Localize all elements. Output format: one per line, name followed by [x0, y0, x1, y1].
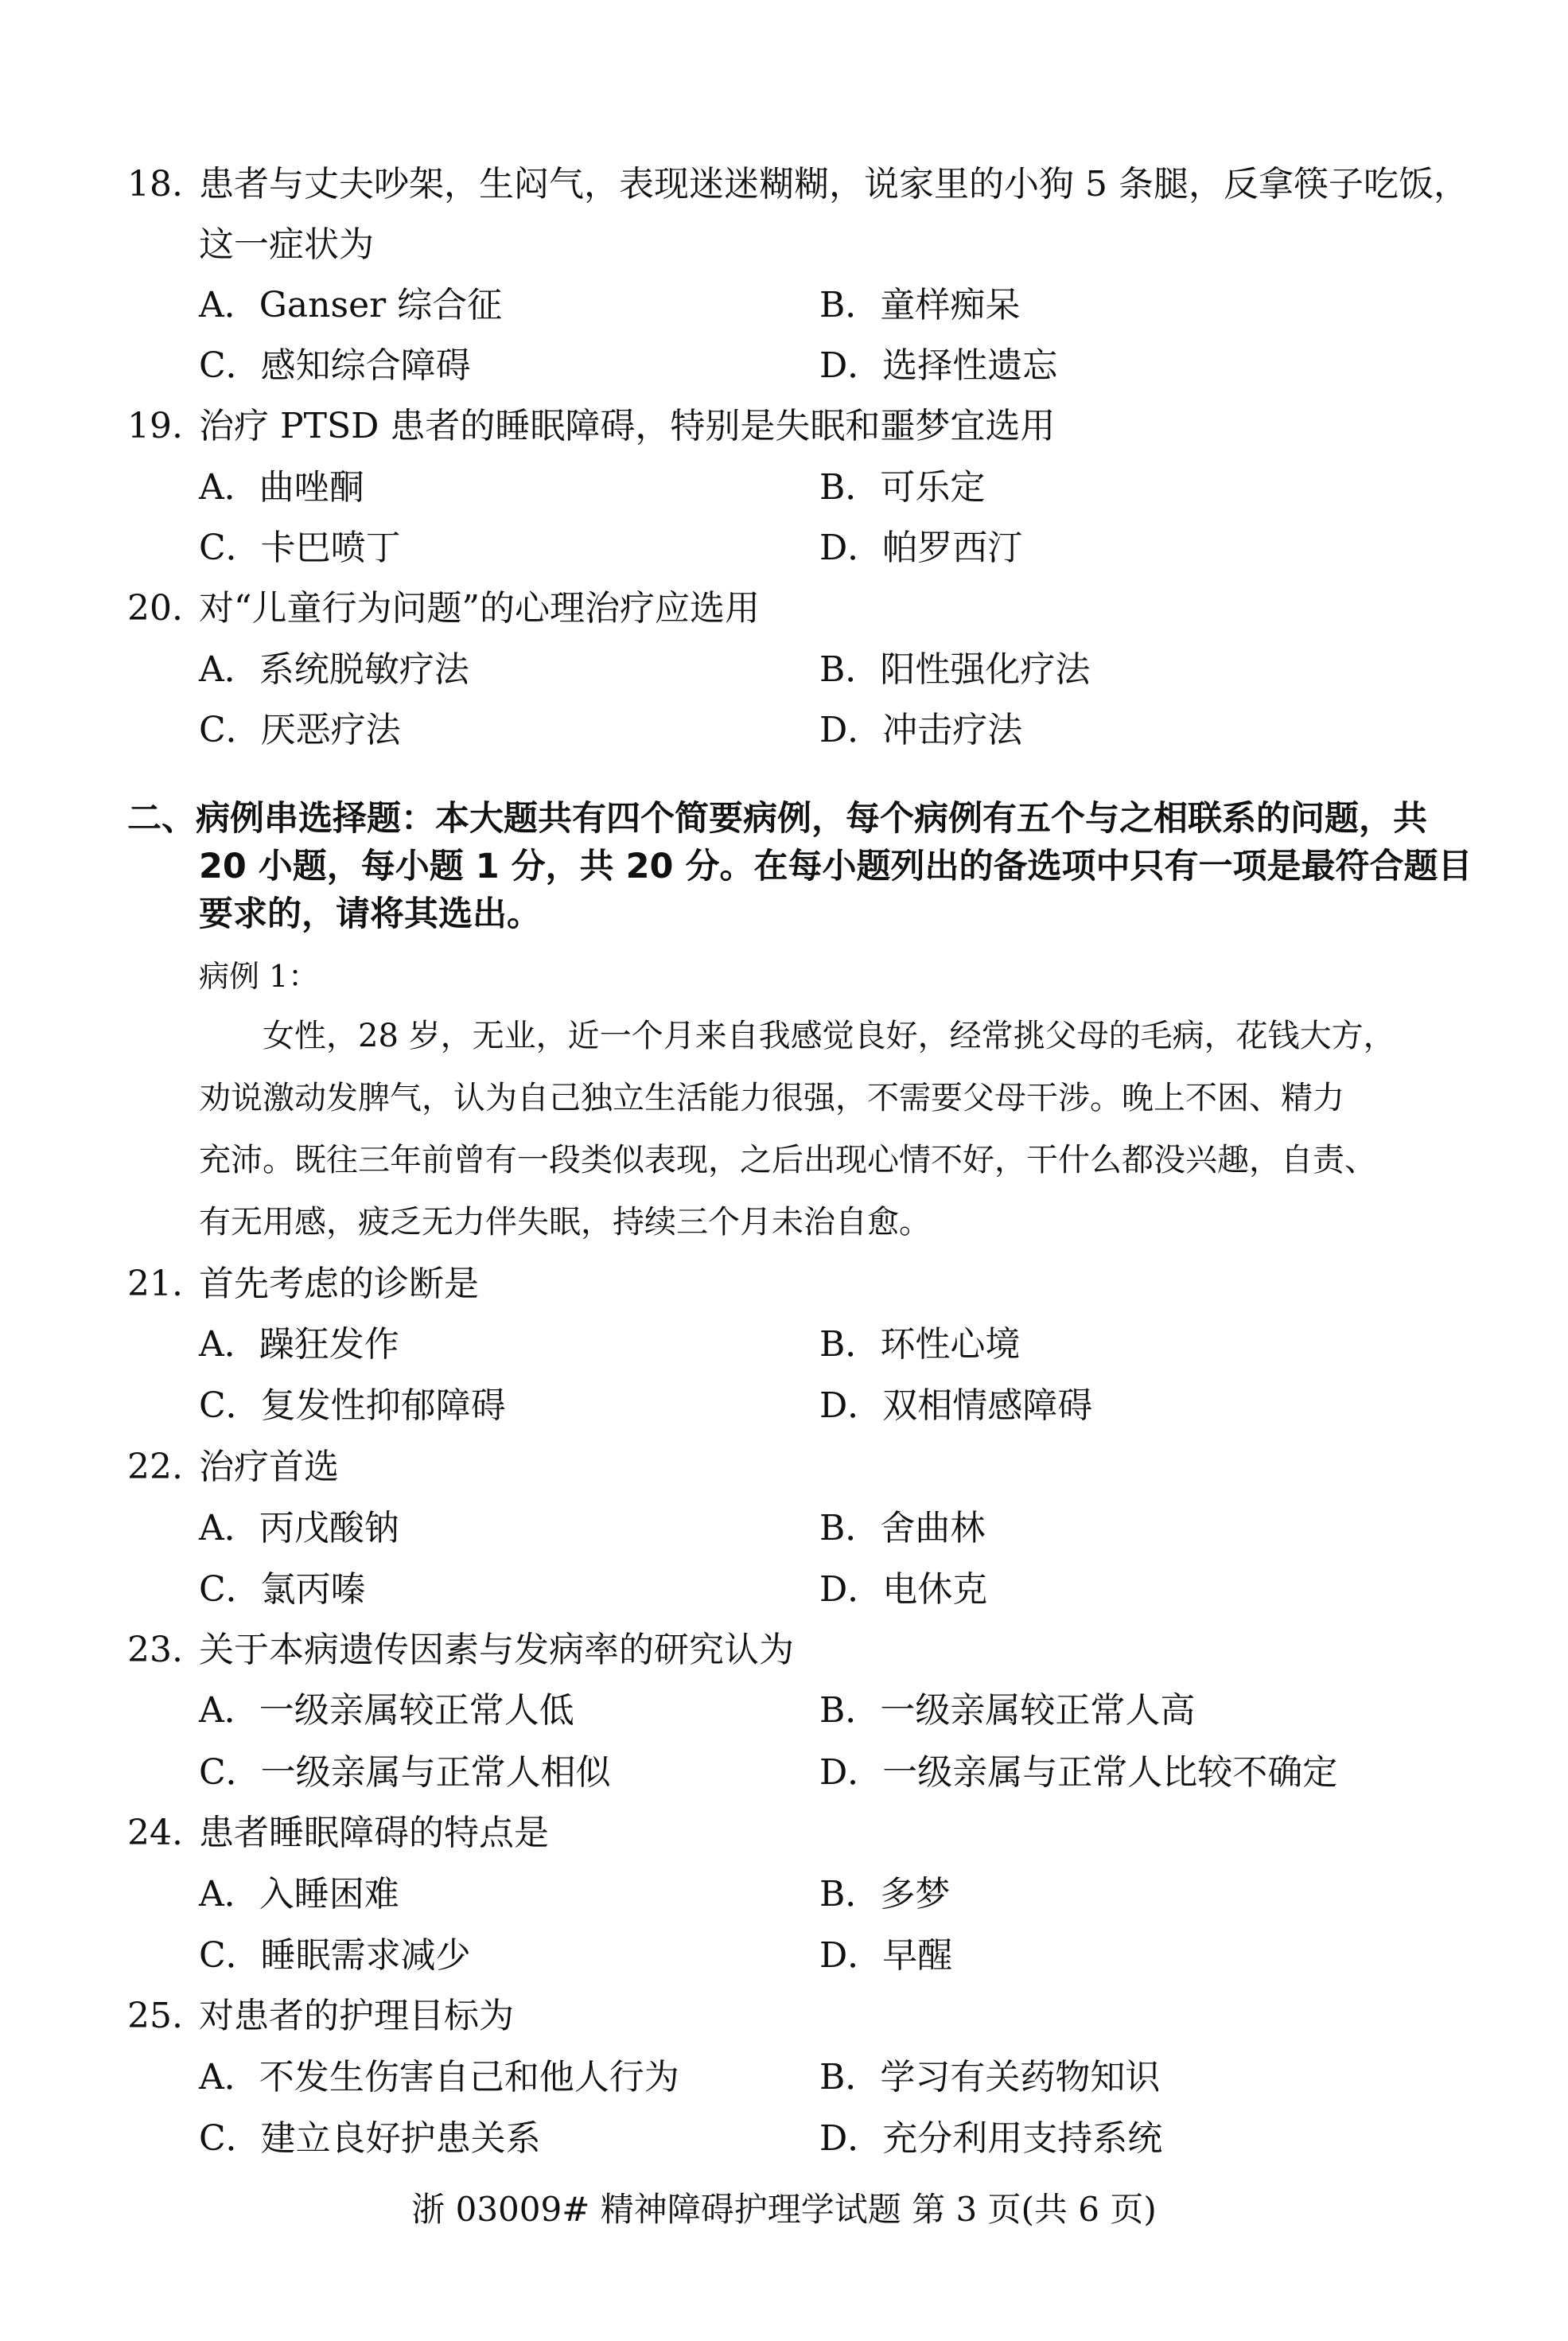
case-text-line: 充沛。既往三年前曾有一段类似表现，之后出现心情不好，干什么都没兴趣，自责、 — [199, 1142, 1376, 1178]
option-d: D．一级亲属与正常人比较不确定 — [819, 1752, 1338, 1793]
option-d: D．电休克 — [819, 1569, 988, 1610]
question-text: 首先考虑的诊断是 — [199, 1264, 479, 1304]
question-text: 对患者的护理目标为 — [199, 1996, 514, 2036]
option-c: C．感知综合障碍 — [199, 345, 471, 386]
question-number: 20. — [127, 588, 183, 629]
option-b: B．一级亲属较正常人高 — [819, 1690, 1196, 1731]
option-c: C．卡巴喷丁 — [199, 528, 401, 568]
option-b: B．环性心境 — [819, 1324, 1021, 1365]
case-text-line: 劝说激动发脾气，认为自己独立生活能力很强，不需要父母干涉。晚上不困、精力 — [199, 1080, 1344, 1116]
option-c: C．厌恶疗法 — [199, 710, 401, 750]
option-a: A．系统脱敏疗法 — [199, 649, 469, 690]
option-a: A．Ganser 综合征 — [199, 285, 503, 325]
option-b: B．多梦 — [819, 1874, 951, 1914]
option-c: C．氯丙嗪 — [199, 1569, 366, 1610]
question-number: 21. — [127, 1264, 183, 1304]
question-text: 治疗 PTSD 患者的睡眠障碍，特别是失眠和噩梦宜选用 — [199, 406, 1056, 446]
option-c: C．复发性抑郁障碍 — [199, 1385, 506, 1426]
option-c: C．建立良好护患关系 — [199, 2118, 541, 2159]
option-d: D．帕罗西汀 — [819, 528, 1023, 568]
option-b: B．舍曲林 — [819, 1508, 986, 1548]
option-b: B．阳性强化疗法 — [819, 649, 1091, 690]
question-number: 19. — [127, 406, 183, 446]
page-footer: 浙 03009# 精神障碍护理学试题 第 3 页(共 6 页) — [411, 2190, 1157, 2229]
option-b: B．童样痴呆 — [819, 285, 1021, 325]
option-c: C．一级亲属与正常人相似 — [199, 1752, 611, 1793]
option-c: C．睡眠需求减少 — [199, 1935, 471, 1976]
question-text: 患者睡眠障碍的特点是 — [199, 1813, 549, 1853]
question-text: 关于本病遗传因素与发病率的研究认为 — [199, 1630, 794, 1670]
section-heading-line: 要求的，请将其选出。 — [199, 894, 541, 934]
option-a: A．丙戊酸钠 — [199, 1508, 399, 1548]
question-number: 24. — [127, 1813, 183, 1853]
option-d: D．冲击疗法 — [819, 710, 1023, 750]
question-text: 对“儿童行为问题”的心理治疗应选用 — [199, 588, 760, 629]
option-b: B．可乐定 — [819, 467, 986, 508]
case-text-line: 女性，28 岁，无业，近一个月来自我感觉良好，经常挑父母的毛病，花钱大方， — [263, 1018, 1395, 1054]
option-b: B．学习有关药物知识 — [819, 2057, 1161, 2098]
question-text: 这一症状为 — [199, 224, 374, 265]
question-text: 治疗首选 — [199, 1447, 339, 1487]
question-text: 患者与丈夫吵架，生闷气，表现迷迷糊糊，说家里的小狗 5 条腿，反拿筷子吃饭， — [199, 164, 1469, 204]
option-d: D．早醒 — [819, 1935, 953, 1976]
option-a: A．一级亲属较正常人低 — [199, 1690, 574, 1731]
question-number: 23. — [127, 1630, 183, 1670]
option-d: D．选择性遗忘 — [819, 345, 1058, 386]
option-a: A．不发生伤害自己和他人行为 — [199, 2057, 679, 2098]
question-number: 25. — [127, 1996, 183, 2036]
option-a: A．躁狂发作 — [199, 1324, 399, 1365]
option-a: A．曲唑酮 — [199, 467, 364, 508]
option-d: D．充分利用支持系统 — [819, 2118, 1163, 2159]
section-heading-line: 二、病例串选择题：本大题共有四个简要病例，每个病例有五个与之相联系的问题，共 — [127, 799, 1427, 839]
question-number: 18. — [127, 164, 183, 204]
question-number: 22. — [127, 1447, 183, 1487]
option-d: D．双相情感障碍 — [819, 1385, 1093, 1426]
section-heading-line: 20 小题，每小题 1 分，共 20 分。在每小题列出的备选项中只有一项是最符合题目 — [199, 847, 1473, 886]
case-label: 病例 1： — [199, 959, 319, 994]
option-a: A．入睡困难 — [199, 1874, 399, 1914]
case-text-line: 有无用感，疲乏无力伴失眠，持续三个月未治自愈。 — [199, 1204, 931, 1241]
